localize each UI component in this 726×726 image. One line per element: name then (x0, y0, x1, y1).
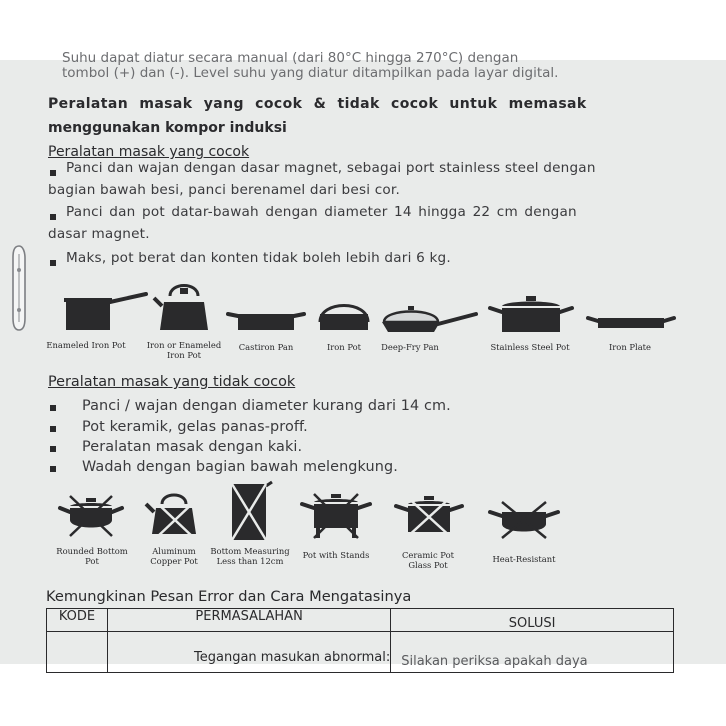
unsuitable-title: Peralatan masak yang tidak cocok (48, 374, 296, 390)
iron-kettle-icon (154, 278, 214, 336)
pot-with-stands-crossed-icon (300, 492, 372, 542)
cut-off-line-1: Suhu dapat diatur secara manual (dari 80°C hingga 270°C) dengan (62, 50, 519, 66)
unsuitable-caption-2: Aluminum Copper Pot (150, 546, 198, 566)
unsuitable-caption-6: Heat-Resistant (492, 554, 556, 564)
bullet-icon (50, 466, 56, 472)
cut-off-line-2: tombol (+) dan (-). Level suhu yang diatur ditampilkan pada layar digital. (62, 65, 559, 81)
unsuitable-item-3: Peralatan masak dengan kaki. (82, 439, 303, 455)
suitable-caption-2: Iron or Enameled Iron Pot (146, 340, 222, 360)
aluminum-kettle-crossed-icon (146, 488, 202, 540)
row-kode-cell (47, 632, 108, 673)
table-header-row (47, 609, 674, 632)
suitable-item-2-line-1: Panci dan pot datar-bawah dengan diameter 14 hingga 22 cm dengan (66, 204, 577, 220)
suitable-caption-1: Enameled Iron Pot (46, 340, 126, 350)
error-section-title: Kemungkinan Pesan Error dan Cara Mengatasinya (46, 588, 412, 605)
heat-resistant-crossed-icon (488, 500, 560, 540)
unsuitable-item-4: Wadah dengan bagian bawah melengkung. (82, 459, 398, 475)
row-permasalahan-cell: Tegangan masukan abnormal: (108, 632, 391, 673)
unsuitable-item-1: Panci / wajan dengan diameter kurang dari 14 cm. (82, 398, 451, 414)
suitable-caption-3: Castiron Pan (238, 342, 294, 352)
bullet-icon (50, 426, 56, 432)
column-header-kode: KODE (47, 609, 108, 632)
suitable-item-1-line-2: bagian bawah besi, panci berenamel dari besi cor. (48, 182, 400, 198)
unsuitable-caption-5: Ceramic Pot Glass Pot (401, 550, 455, 570)
suitable-item-1-line-1: Panci dan wajan dengan dasar magnet, sebagai port stainless steel dengan (66, 160, 596, 176)
bullet-icon (50, 446, 56, 452)
binder-clip-icon (10, 244, 28, 332)
suitable-item-3: Maks, pot berat dan konten tidak boleh lebih dari 6 kg. (66, 250, 451, 266)
unsuitable-item-2: Pot keramik, gelas panas-proff. (82, 419, 308, 435)
suitable-item-2-line-2: dasar magnet. (48, 226, 150, 242)
deep-fry-pan-icon (378, 300, 478, 336)
small-bottom-crossed-icon (226, 480, 274, 542)
suitable-title: Peralatan masak yang cocok (48, 144, 250, 160)
section-heading-line-2: menggunakan kompor induksi (48, 120, 287, 136)
iron-plate-icon (586, 312, 676, 332)
unsuitable-caption-1: Rounded Bottom Pot (56, 546, 128, 566)
bullet-icon (50, 260, 56, 266)
table-row (47, 632, 674, 673)
bullet-icon (50, 405, 56, 411)
rounded-bottom-pot-crossed-icon (58, 494, 124, 540)
enameled-iron-pot-icon (60, 286, 150, 336)
suitable-caption-7: Iron Plate (608, 342, 652, 352)
error-table (46, 608, 674, 673)
bullet-icon (50, 170, 56, 176)
unsuitable-caption-4: Pot with Stands (302, 550, 370, 560)
manual-page (0, 50, 726, 669)
row-solusi-cell: Silakan periksa apakah daya (391, 632, 674, 673)
stainless-steel-pot-icon (486, 294, 576, 336)
column-header-permasalahan: PERMASALAHAN (108, 609, 391, 632)
bullet-icon (50, 214, 56, 220)
column-header-solusi: SOLUSI (391, 609, 674, 632)
unsuitable-caption-3: Bottom Measuring Less than 12cm (210, 546, 290, 566)
suitable-caption-6: Stainless Steel Pot (490, 342, 570, 352)
suitable-caption-5: Deep-Fry Pan (381, 342, 439, 352)
castiron-pan-icon (226, 306, 306, 334)
suitable-caption-4: Iron Pot (326, 342, 362, 352)
ceramic-pot-crossed-icon (394, 494, 464, 540)
section-heading-line-1: Peralatan masak yang cocok & tidak cocok untuk memasak (48, 96, 587, 112)
iron-pot-icon (314, 292, 374, 334)
